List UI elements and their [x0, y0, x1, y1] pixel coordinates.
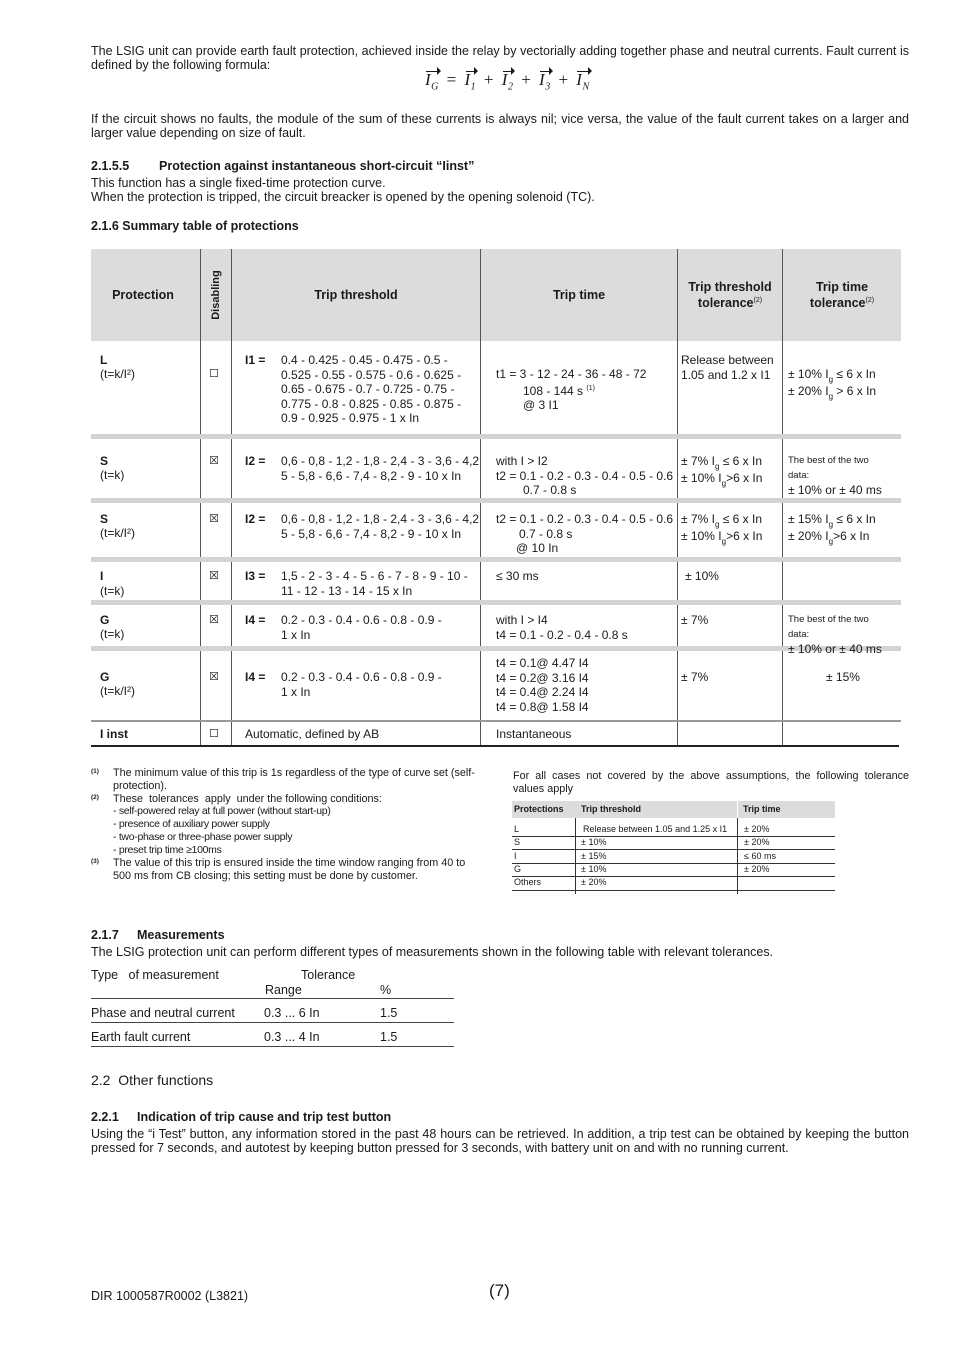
section-2155-line-1: This function has a single fixed-time protection curve. — [91, 176, 386, 190]
threshold-values — [281, 353, 461, 426]
page-number: (7) — [489, 1281, 510, 1300]
tol-line: ± 10% I — [681, 470, 722, 485]
footnote-2-condition: - two-phase or three-phase power supply — [113, 831, 293, 843]
trip-time-values — [496, 613, 628, 642]
footnote-1-marker: (1) — [91, 768, 99, 775]
row-name: L — [100, 353, 108, 367]
tol-tail: > 6 x In — [836, 383, 877, 398]
threshold-line: 5 - 5,8 - 6,6 - 7,4 - 8,2 - 9 - 10 x In — [281, 468, 462, 483]
section-221-text: Using the “i Test” button, any information stored in the past 48 hours can be retrieved. In addition, a trip test can be obtained by keeping the button pressed for 7 seconds, and autotest by keeping button pressed for 3 seconds, with battery unit on and with no running current. — [91, 1127, 909, 1155]
header-time-tolerance — [783, 249, 901, 341]
tol-note: The best of the two data: — [788, 455, 869, 481]
trip-time-values — [496, 656, 589, 714]
tol-line: ± 10% I — [681, 528, 722, 543]
g-sub: g — [721, 478, 727, 488]
tol-tail: ≤ 6 x In — [836, 512, 876, 526]
formula-plus: + — [558, 70, 569, 89]
section-217-text: The LSIG protection unit can perform different types of measurements shown in the following table with relevant tolerances. — [91, 945, 774, 959]
formula-in: $I_N$ — [576, 70, 590, 93]
section-216-heading: 2.1.6 Summary table of protections — [91, 219, 299, 233]
formula-ig: $I_G$ — [425, 70, 439, 93]
section-221-title: Indication of trip cause and trip test button — [137, 1110, 392, 1124]
cell: G — [514, 864, 522, 874]
row-sub: (t=k/I²) — [100, 526, 135, 540]
time-tolerance — [788, 367, 876, 400]
section-2155-line-2: When the protection is tripped, the circuit breacker is opened by the opening solenoid (TC). — [91, 190, 595, 204]
time-line: ≤ 30 ms — [496, 569, 539, 583]
disable-checkbox[interactable]: ☐ — [209, 727, 219, 740]
row-name: I inst — [100, 727, 129, 741]
footnote-2-condition: - self-powered relay at full power (without start-up) — [113, 805, 331, 817]
g-sub: g — [828, 375, 834, 384]
time-line: 0.7 - 0.8 s — [523, 483, 577, 497]
cell: ± 10% — [581, 864, 607, 874]
time-line: t4 = 0.1 - 0.2 - 0.4 - 0.8 s — [496, 627, 628, 642]
row-sub: (t=k) — [100, 627, 125, 641]
row-name: G — [100, 613, 110, 627]
tol-line: 1.05 and 1.2 x I1 — [681, 367, 771, 382]
cell: ± 15% — [581, 851, 607, 861]
footnote-3-line-1: The value of this trip is ensured inside the time window ranging from 40 to — [113, 857, 466, 869]
g-sub: g — [828, 536, 834, 546]
disable-checkbox[interactable]: ☒ — [209, 454, 219, 467]
trip-time-values — [496, 512, 673, 556]
fault-current-formula — [425, 70, 590, 92]
threshold-line: 1 x In — [281, 684, 311, 699]
header-trip-threshold: Trip threshold — [581, 804, 642, 814]
section-2155-number: 2.1.5.5 — [91, 159, 130, 173]
footnote-1-line-1: The minimum value of this trip is 1s regardless of the type of curve set (self- — [113, 767, 475, 779]
col-divider — [737, 801, 738, 818]
measure-row-pct: 1.5 — [380, 1006, 398, 1020]
header-time-tol-line2: tolerance — [809, 296, 866, 311]
other-cases-text-2: values apply — [513, 783, 574, 795]
time-tolerance — [788, 512, 876, 545]
tol-tail: >6 x In — [833, 528, 870, 543]
header-trip-time: Trip time — [743, 804, 781, 814]
measure-rule — [91, 998, 454, 999]
threshold-line: 1 x In — [281, 627, 311, 642]
cell: ± 20% — [744, 824, 770, 834]
time-line: t2 = 0.1 - 0.2 - 0.3 - 0.4 - 0.5 - 0.6 — [496, 512, 674, 526]
measure-rule — [91, 1022, 454, 1023]
tol-line: ± 15% — [826, 670, 860, 684]
col-divider — [737, 818, 738, 894]
formula-plus: + — [483, 70, 495, 89]
footnote-2-marker: (2) — [91, 794, 99, 801]
header-note: (2) — [865, 296, 875, 304]
row-sub: (t=k/I²) — [100, 684, 135, 698]
g-sub: g — [721, 536, 727, 546]
header-thr-tol-line2: tolerance — [697, 296, 754, 311]
threshold-values — [281, 613, 442, 642]
time-line: 108 - 144 s — [523, 383, 584, 398]
cell: L — [514, 824, 520, 834]
tol-tail: >6 x In — [726, 470, 763, 485]
time-line: t4 = 0.8@ 1.58 I4 — [496, 699, 589, 714]
header-thr-tol-line1: Trip threshold — [688, 279, 772, 294]
time-line: t4 = 0.2@ 3.16 I4 — [496, 670, 589, 685]
threshold-line: 0.65 - 0.675 - 0.7 - 0.725 - 0.75 - — [281, 382, 455, 396]
row-separator — [91, 646, 901, 651]
document-code: DIR 1000587R0002 (L3821) — [91, 1289, 249, 1303]
measure-header-type: Type of measurement — [91, 968, 219, 982]
tol-note: The best of the two data: — [788, 614, 869, 640]
time-note: (1) — [586, 384, 595, 392]
threshold-tolerance — [681, 454, 762, 487]
time-line: @ 10 In — [516, 541, 559, 555]
trip-time-values — [496, 454, 673, 498]
threshold-label: I3 = — [245, 569, 266, 583]
header-trip-threshold: Trip threshold — [314, 288, 398, 302]
disable-checkbox[interactable]: ☒ — [209, 512, 219, 525]
row-rule — [512, 836, 835, 837]
threshold-line: 1,5 - 2 - 3 - 4 - 5 - 6 - 7 - 8 - 9 - 10 - — [281, 569, 468, 583]
header-disabling — [201, 249, 231, 341]
tol-line: ± 10% — [685, 569, 719, 583]
measure-row-range: 0.3 ... 6 In — [264, 1006, 320, 1020]
time-line: t4 = 0.4@ 2.24 I4 — [496, 685, 589, 699]
cell: ± 20% — [744, 837, 770, 847]
header-disabling-text: Disabling — [210, 270, 223, 320]
tol-line: ± 10% or ± 40 ms — [788, 483, 882, 497]
tol-line: ± 10% or ± 40 ms — [788, 642, 882, 656]
cell: Others — [514, 877, 542, 887]
row-sub: (t=k) — [100, 468, 125, 482]
tol-line: ± 20% I — [788, 383, 829, 398]
time-line: with I > I2 — [496, 454, 548, 468]
time-line: t2 = 0.1 - 0.2 - 0.3 - 0.4 - 0.5 - 0.6 — [496, 468, 674, 483]
threshold-values — [281, 454, 479, 483]
footnote-3-marker: (3) — [91, 858, 99, 865]
tol-tail: ≤ 6 x In — [722, 512, 763, 526]
threshold-label: I2 = — [245, 512, 266, 526]
measure-rule — [91, 1046, 454, 1047]
formula-i1: $I_1$ — [464, 70, 477, 93]
section-221-number: 2.2.1 — [91, 1110, 119, 1124]
time-line: with I > I4 — [496, 613, 548, 627]
tol-tail: ≤ 6 x In — [836, 367, 876, 381]
time-line: Instantaneous — [496, 727, 572, 741]
tol-tail: ≤ 6 x In — [722, 454, 763, 468]
threshold-line: 0.9 - 0.925 - 0.975 - 1 x In — [281, 411, 420, 425]
disable-checkbox[interactable]: ☒ — [209, 613, 219, 626]
header-protections: Protections — [514, 804, 564, 814]
tol-line: ± 15% I — [788, 512, 829, 526]
time-line: t4 = 0.1@ 4.47 I4 — [496, 656, 589, 670]
g-sub: g — [828, 520, 834, 529]
threshold-line: 11 - 12 - 13 - 14 - 15 x In — [281, 583, 413, 598]
threshold-label: I4 = — [245, 613, 266, 627]
tol-line: ± 7% — [681, 670, 709, 684]
g-sub: g — [714, 462, 720, 471]
cell: Release between 1.05 and 1.25 x I1 — [583, 824, 728, 834]
g-sub: g — [714, 520, 720, 529]
tol-line: ± 10% I — [788, 367, 829, 381]
intro-paragraph-1: The LSIG unit can provide earth fault protection, achieved inside the relay by vectorially adding together phase and neutral currents. Fault current is defined by the following formula: — [91, 44, 909, 72]
time-tolerance — [788, 454, 882, 498]
time-line: 0.7 - 0.8 s — [519, 526, 573, 541]
threshold-label: I2 = — [245, 454, 266, 468]
threshold-label: I1 = — [245, 353, 266, 367]
cell: ≤ 60 ms — [744, 851, 776, 861]
threshold-values — [281, 512, 479, 541]
threshold-tolerance — [681, 353, 774, 382]
row-separator — [91, 557, 901, 562]
row-name: S — [100, 454, 109, 468]
row-separator — [91, 498, 901, 503]
footnote-2-text: These tolerances apply under the following conditions: — [113, 793, 382, 805]
disable-checkbox[interactable]: ☒ — [209, 670, 219, 683]
col-divider — [575, 818, 576, 894]
threshold-line: 0,6 - 0,8 - 1,2 - 1,8 - 2,4 - 3 - 3,6 - 4,2 — [281, 512, 480, 526]
threshold-line: 0.525 - 0.55 - 0.575 - 0.6 - 0.625 - — [281, 367, 462, 382]
measure-row-type: Phase and neutral current — [91, 1006, 235, 1020]
header-note: (2) — [753, 296, 763, 304]
row-separator — [91, 434, 901, 439]
disable-checkbox[interactable]: ☒ — [209, 569, 219, 582]
footnote-2-condition: - presence of auxiliary power supply — [113, 818, 270, 830]
header-trip-time: Trip time — [552, 288, 606, 302]
footnote-2-condition: - preset trip time ≥100ms — [113, 844, 222, 856]
threshold-label: I4 = — [245, 670, 266, 684]
table-bottom-rule — [91, 745, 899, 747]
threshold-line: 0.4 - 0.425 - 0.45 - 0.475 - 0.5 - — [281, 353, 448, 367]
disable-checkbox[interactable]: ☐ — [209, 367, 219, 380]
cell: ± 20% — [744, 864, 770, 874]
threshold-line: 0.2 - 0.3 - 0.4 - 0.6 - 0.8 - 0.9 - — [281, 613, 442, 627]
formula-eq: = — [446, 70, 457, 89]
tol-line: ± 7% I — [681, 512, 715, 526]
tol-line: Release between — [681, 353, 774, 367]
measure-header-tolerance: Tolerance — [301, 968, 356, 982]
row-separator — [91, 600, 901, 605]
row-rule — [512, 849, 835, 850]
cell: ± 20% — [581, 877, 607, 887]
threshold-values — [281, 670, 442, 699]
cell: ± 10% — [581, 837, 607, 847]
threshold-tolerance — [681, 512, 762, 545]
time-line: t1 = 3 - 12 - 24 - 36 - 48 - 72 — [496, 367, 647, 381]
time-line: @ 3 I1 — [523, 398, 559, 412]
threshold-line: 0.2 - 0.3 - 0.4 - 0.6 - 0.8 - 0.9 - — [281, 670, 442, 684]
header-threshold-tolerance — [678, 249, 782, 341]
g-sub: g — [828, 391, 834, 401]
row-rule — [512, 876, 835, 877]
measure-row-pct: 1.5 — [380, 1030, 398, 1044]
section-217-title: Measurements — [137, 928, 225, 942]
section-217-number: 2.1.7 — [91, 928, 119, 942]
measure-header-range: Range — [265, 983, 302, 997]
header-time-tol-line1: Trip time — [815, 279, 869, 294]
row-rule — [512, 890, 835, 891]
row-separator — [91, 720, 901, 722]
threshold-values — [281, 569, 468, 598]
tol-line: ± 20% I — [788, 528, 829, 543]
footnote-3-line-2: 500 ms from CB closing; this setting must be done by customer. — [113, 870, 418, 882]
row-rule — [512, 863, 835, 864]
cell: S — [514, 837, 521, 847]
measure-row-range: 0.3 ... 4 In — [264, 1030, 320, 1044]
threshold-text: Automatic, defined by AB — [245, 727, 380, 741]
threshold-line: 0.775 - 0.8 - 0.825 - 0.85 - 0.875 - — [281, 396, 462, 411]
tol-line: ± 7% I — [681, 454, 715, 468]
row-name: I — [100, 569, 104, 583]
threshold-line: 0,6 - 0,8 - 1,2 - 1,8 - 2,4 - 3 - 3,6 - 4,2 — [281, 454, 480, 468]
tol-tail: >6 x In — [726, 528, 763, 543]
cell: I — [514, 851, 517, 861]
section-2155-title: Protection against instantaneous short-circuit “Iinst” — [159, 159, 475, 173]
footnote-1-line-2: protection). — [113, 780, 168, 792]
time-tolerance — [788, 613, 882, 657]
intro-paragraph-2: If the circuit shows no faults, the module of the sum of these currents is always nil; vice versa, the value of the fault current takes on a larger and larger value depending on size of fault. — [91, 112, 909, 140]
section-22-heading: 2.2 Other functions — [91, 1072, 214, 1088]
row-sub: (t=k/I²) — [100, 367, 135, 381]
trip-time-values — [496, 367, 646, 413]
formula-plus: + — [521, 70, 532, 89]
formula-i2: $I_2$ — [501, 70, 514, 93]
tol-line: ± 7% — [681, 613, 709, 627]
row-name: S — [100, 512, 109, 526]
measure-header-pct: % — [380, 983, 392, 997]
header-protection: Protection — [112, 288, 174, 302]
row-sub: (t=k) — [100, 584, 125, 598]
measure-row-type: Earth fault current — [91, 1030, 191, 1044]
formula-i3: $I_3$ — [539, 70, 551, 93]
row-name: G — [100, 670, 110, 684]
threshold-line: 5 - 5,8 - 6,6 - 7,4 - 8,2 - 9 - 10 x In — [281, 526, 462, 541]
other-cases-text-1: For all cases not covered by the above assumptions, the following tolerance — [513, 770, 909, 782]
